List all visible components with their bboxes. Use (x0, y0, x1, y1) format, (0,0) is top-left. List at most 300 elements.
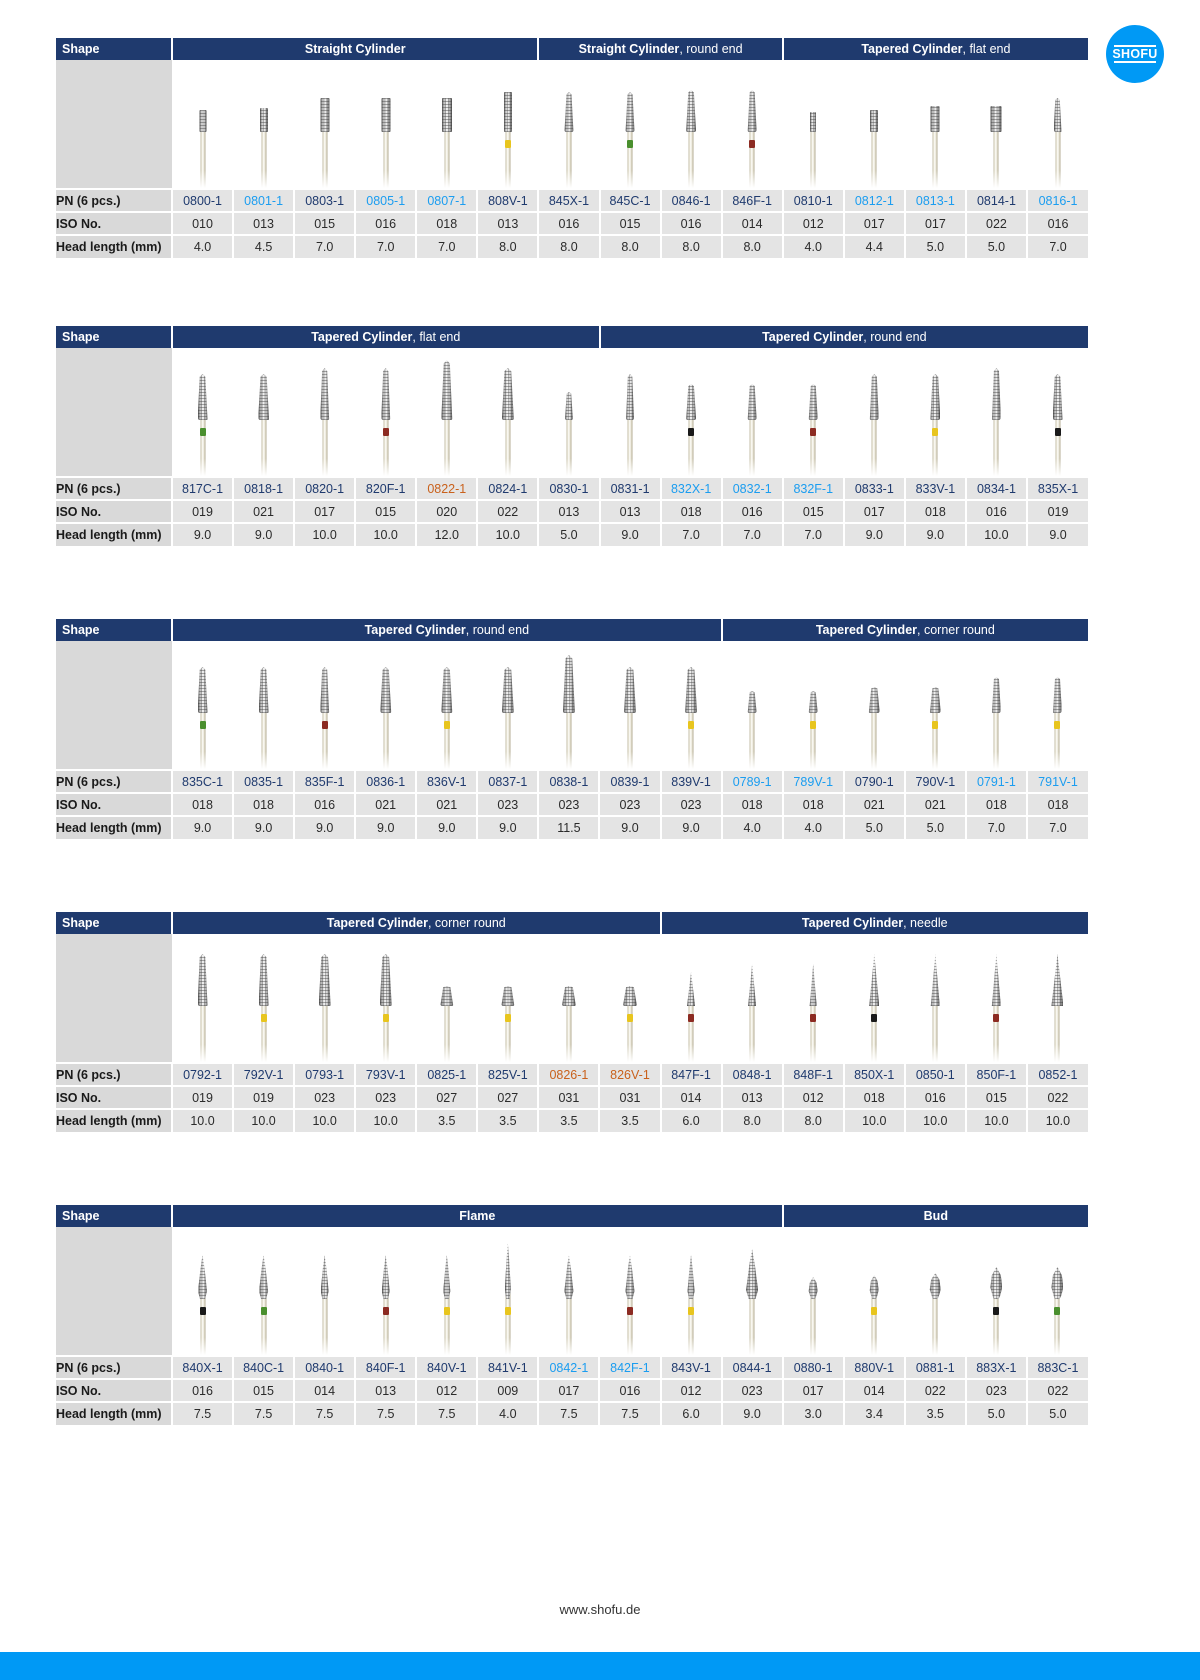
group-header-shape-name: Straight Cylinder (304, 42, 406, 56)
pn-value[interactable]: 850X-1 (844, 1063, 905, 1086)
bur-image-row (56, 641, 1088, 770)
footer-website-url[interactable]: www.shofu.de (559, 1602, 641, 1617)
pn-value[interactable]: 832F-1 (783, 477, 844, 500)
iso-row (56, 793, 1088, 816)
bur-illustration (1045, 60, 1071, 188)
pn-value[interactable]: 0810-1 (783, 189, 844, 212)
bur-image-cell[interactable] (233, 60, 294, 189)
pn-value[interactable]: 0840-1 (294, 1356, 355, 1379)
pn-value[interactable]: 850F-1 (966, 1063, 1027, 1086)
bur-shank (566, 707, 571, 769)
pn-value[interactable]: 0880-1 (783, 1356, 844, 1379)
bur-head (320, 98, 329, 132)
pn-value[interactable]: 0791-1 (966, 770, 1027, 793)
group-header-1 (172, 619, 722, 641)
group-header-shape-name: Flame (459, 1209, 496, 1223)
bur-head (564, 92, 573, 132)
pn-value[interactable]: 0838-1 (538, 770, 599, 793)
row-label: PN (6 pcs.) (56, 477, 172, 500)
row-label: PN (6 pcs.) (56, 189, 172, 212)
iso-row (56, 212, 1088, 235)
pn-row (56, 1063, 1088, 1086)
head-length-value: 3.5 (905, 1402, 966, 1425)
pn-value[interactable]: 880V-1 (844, 1356, 905, 1379)
head-length-value: 10.0 (966, 1109, 1027, 1132)
iso-value: 023 (477, 793, 538, 816)
bur-illustration (861, 60, 887, 188)
iso-value: 015 (966, 1086, 1027, 1109)
bur-image-cell[interactable] (294, 348, 355, 477)
pn-value[interactable]: 842F-1 (599, 1356, 660, 1379)
bur-head (626, 92, 635, 132)
table-4 (56, 912, 1088, 1132)
pn-value[interactable]: 0801-1 (233, 189, 294, 212)
pn-value[interactable]: 845C-1 (600, 189, 661, 212)
pn-value[interactable]: 0805-1 (355, 189, 416, 212)
bur-head (1053, 374, 1063, 420)
bur-image-cell[interactable] (661, 348, 722, 477)
row-label: Head length (mm) (56, 235, 172, 258)
bur-image-cell[interactable] (966, 1227, 1027, 1356)
head-length-value: 8.0 (600, 235, 661, 258)
bur-illustration (251, 934, 277, 1062)
pn-value[interactable]: 0822-1 (416, 477, 477, 500)
bur-image-cell[interactable] (722, 641, 783, 770)
bur-image-cell[interactable] (477, 1227, 538, 1356)
head-length-value: 9.0 (661, 816, 722, 839)
head-length-value: 8.0 (722, 1109, 783, 1132)
bur-head (624, 667, 636, 713)
bur-head (504, 92, 512, 132)
pn-value[interactable]: 843V-1 (661, 1356, 722, 1379)
bur-head (748, 384, 757, 420)
pn-value[interactable]: 840X-1 (172, 1356, 233, 1379)
pn-value[interactable]: 835F-1 (294, 770, 355, 793)
bur-illustration (312, 641, 338, 769)
bur-image-cell[interactable] (538, 641, 599, 770)
pn-value[interactable]: 825V-1 (477, 1063, 538, 1086)
bur-shank (383, 707, 388, 769)
pn-value[interactable]: 835X-1 (1027, 477, 1088, 500)
bur-shank (1055, 1293, 1060, 1355)
iso-value: 016 (355, 212, 416, 235)
bur-image-cell[interactable] (538, 348, 599, 477)
bur-illustration (434, 60, 460, 188)
head-length-value: 9.0 (233, 523, 294, 546)
bur-color-band (871, 1014, 877, 1022)
bur-illustration (434, 641, 460, 769)
bur-image-cell[interactable] (599, 1227, 660, 1356)
pn-value[interactable]: 792V-1 (233, 1063, 294, 1086)
pn-value[interactable]: 0820-1 (294, 477, 355, 500)
bur-head (1054, 98, 1062, 132)
bur-shank (811, 1000, 816, 1062)
pn-value[interactable]: 0881-1 (905, 1356, 966, 1379)
bur-image-cell[interactable] (783, 60, 844, 189)
bur-image-cell[interactable] (905, 60, 966, 189)
bur-color-band (505, 1014, 511, 1022)
bur-image-row (56, 348, 1088, 477)
pn-value[interactable]: 841V-1 (477, 1356, 538, 1379)
iso-value: 018 (233, 793, 294, 816)
bur-head (382, 1255, 390, 1299)
bur-image-cell[interactable] (966, 641, 1027, 770)
pn-value[interactable]: 0825-1 (416, 1063, 477, 1086)
pn-value[interactable]: 0839-1 (599, 770, 660, 793)
bur-image-cell[interactable] (599, 641, 660, 770)
bur-head (809, 691, 818, 713)
bur-shank (1055, 707, 1060, 769)
bur-color-band (993, 1307, 999, 1315)
bur-image-cell[interactable] (783, 1227, 844, 1356)
logo-wordmark: SHOFU (1112, 47, 1158, 61)
bur-image-cell[interactable] (355, 641, 416, 770)
bur-image-cell[interactable] (599, 934, 660, 1063)
bur-shank (444, 707, 449, 769)
pn-value[interactable]: 832X-1 (661, 477, 722, 500)
iso-value: 012 (783, 212, 844, 235)
pn-value[interactable]: 808V-1 (477, 189, 538, 212)
bur-image-cell[interactable] (783, 641, 844, 770)
pn-value[interactable]: 0830-1 (538, 477, 599, 500)
bur-color-band (1054, 721, 1060, 729)
pn-value[interactable]: 0814-1 (966, 189, 1027, 212)
pn-value[interactable]: 848F-1 (783, 1063, 844, 1086)
pn-value[interactable]: 0800-1 (172, 189, 233, 212)
shape-column-spacer (56, 641, 172, 770)
bur-head (687, 972, 695, 1006)
pn-value[interactable]: 0807-1 (416, 189, 477, 212)
iso-value: 013 (600, 500, 661, 523)
iso-value: 017 (783, 1379, 844, 1402)
iso-value: 021 (905, 793, 966, 816)
iso-value: 021 (844, 793, 905, 816)
pn-value[interactable]: 0834-1 (966, 477, 1027, 500)
bur-head (869, 954, 879, 1006)
pn-value[interactable]: 883C-1 (1027, 1356, 1088, 1379)
group-header-2 (722, 619, 1088, 641)
bur-image-cell[interactable] (355, 934, 416, 1063)
bur-color-band (932, 721, 938, 729)
pn-value[interactable]: 847F-1 (661, 1063, 722, 1086)
bur-image-cell[interactable] (233, 348, 294, 477)
bur-shank (689, 1000, 694, 1062)
bur-head (199, 110, 206, 132)
bur-head (992, 368, 1001, 420)
bur-illustration (617, 641, 643, 769)
head-length-value: 7.0 (783, 523, 844, 546)
pn-value[interactable]: 0790-1 (844, 770, 905, 793)
head-length-value: 10.0 (294, 1109, 355, 1132)
bur-image-cell[interactable] (416, 348, 477, 477)
logo-bottom-bar (1114, 61, 1156, 63)
head-length-value: 5.0 (844, 816, 905, 839)
bur-image-cell[interactable] (783, 934, 844, 1063)
bur-illustration (190, 641, 216, 769)
bur-image-cell[interactable] (477, 934, 538, 1063)
pn-value[interactable]: 791V-1 (1027, 770, 1088, 793)
bur-image-cell[interactable] (722, 348, 783, 477)
pn-value[interactable]: 826V-1 (599, 1063, 660, 1086)
bur-shank (322, 414, 327, 476)
bur-image-cell[interactable] (661, 60, 722, 189)
head-length-value: 7.5 (416, 1402, 477, 1425)
iso-value: 014 (844, 1379, 905, 1402)
group-header-shape-variant: , round end (863, 330, 927, 344)
bur-image-cell[interactable] (477, 348, 538, 477)
bur-image-cell[interactable] (905, 934, 966, 1063)
bur-illustration (434, 348, 460, 476)
bur-image-cell[interactable] (905, 348, 966, 477)
bur-shank (689, 707, 694, 769)
bur-illustration (922, 60, 948, 188)
bur-head (992, 677, 1001, 713)
iso-value: 031 (538, 1086, 599, 1109)
pn-value[interactable]: 835C-1 (172, 770, 233, 793)
bur-color-band (444, 1307, 450, 1315)
pn-value[interactable]: 0844-1 (722, 1356, 783, 1379)
bur-image-cell[interactable] (538, 934, 599, 1063)
pn-value[interactable]: 0789-1 (722, 770, 783, 793)
bur-image-cell[interactable] (416, 934, 477, 1063)
pn-value[interactable]: 883X-1 (966, 1356, 1027, 1379)
head-length-value: 5.0 (1027, 1402, 1088, 1425)
iso-value: 031 (599, 1086, 660, 1109)
bur-image-cell[interactable] (722, 60, 783, 189)
bur-head (1051, 1267, 1063, 1299)
bur-image-cell[interactable] (233, 641, 294, 770)
pn-value[interactable]: 840V-1 (416, 1356, 477, 1379)
bur-image-cell[interactable] (844, 934, 905, 1063)
iso-value: 018 (783, 793, 844, 816)
bur-image-cell[interactable] (477, 641, 538, 770)
bur-image-cell[interactable] (661, 1227, 722, 1356)
bur-image-cell[interactable] (172, 934, 233, 1063)
pn-value[interactable]: 0837-1 (477, 770, 538, 793)
bur-image-cell[interactable] (1027, 1227, 1088, 1356)
bur-shank (689, 1293, 694, 1355)
bur-image-cell[interactable] (416, 1227, 477, 1356)
bur-illustration (739, 60, 765, 188)
pn-value[interactable]: 0792-1 (172, 1063, 233, 1086)
bur-image-cell[interactable] (1027, 348, 1088, 477)
iso-value: 014 (722, 212, 783, 235)
bur-shank (750, 1000, 755, 1062)
bur-image-cell[interactable] (355, 60, 416, 189)
group-header-shape-variant: , corner round (917, 623, 995, 637)
pn-value[interactable]: 833V-1 (905, 477, 966, 500)
bur-shank (933, 1293, 938, 1355)
iso-row (56, 1086, 1088, 1109)
bur-image-cell[interactable] (600, 60, 661, 189)
bur-image-cell[interactable] (294, 60, 355, 189)
bur-image-row (56, 934, 1088, 1063)
head-length-value: 7.0 (294, 235, 355, 258)
pn-value[interactable]: 0813-1 (905, 189, 966, 212)
iso-row (56, 1379, 1088, 1402)
bur-image-cell[interactable] (844, 641, 905, 770)
pn-value[interactable]: 820F-1 (355, 477, 416, 500)
pn-value[interactable]: 836V-1 (416, 770, 477, 793)
iso-value: 009 (477, 1379, 538, 1402)
column-header-shape: Shape (56, 912, 172, 934)
group-header-shape-name: Tapered Cylinder (364, 623, 466, 637)
bur-image-cell[interactable] (844, 348, 905, 477)
pn-value[interactable]: 845X-1 (538, 189, 599, 212)
bur-image-cell[interactable] (355, 1227, 416, 1356)
pn-value[interactable]: 0835-1 (233, 770, 294, 793)
bur-image-cell[interactable] (538, 60, 599, 189)
bur-illustration (495, 641, 521, 769)
bur-image-cell[interactable] (1027, 60, 1088, 189)
bur-illustration (739, 1227, 765, 1355)
head-length-value: 7.5 (172, 1402, 233, 1425)
bur-image-cell[interactable] (1027, 641, 1088, 770)
bur-image-cell[interactable] (905, 641, 966, 770)
iso-value: 014 (661, 1086, 722, 1109)
bur-image-cell[interactable] (905, 1227, 966, 1356)
bur-illustration (373, 60, 399, 188)
bur-head (991, 106, 1002, 132)
bur-image-cell[interactable] (661, 641, 722, 770)
pn-value[interactable]: 0852-1 (1027, 1063, 1088, 1086)
bur-shank (628, 414, 633, 476)
bur-image-cell[interactable] (172, 60, 233, 189)
pn-value[interactable]: 0816-1 (1027, 189, 1088, 212)
pn-value[interactable]: 0793-1 (294, 1063, 355, 1086)
bur-illustration (373, 934, 399, 1062)
iso-value: 013 (355, 1379, 416, 1402)
bur-image-cell[interactable] (722, 1227, 783, 1356)
bur-head (931, 106, 940, 132)
bur-color-band (383, 428, 389, 436)
bur-illustration (678, 60, 704, 188)
head-length-value: 7.5 (294, 1402, 355, 1425)
pn-value[interactable]: 0846-1 (661, 189, 722, 212)
pn-value[interactable]: 790V-1 (905, 770, 966, 793)
bur-illustration (1044, 934, 1070, 1062)
bur-image-cell[interactable] (966, 934, 1027, 1063)
bur-shank (200, 1000, 205, 1062)
bur-shank (1055, 126, 1060, 188)
bur-head (198, 954, 208, 1006)
bur-head (380, 667, 391, 713)
iso-value: 012 (661, 1379, 722, 1402)
bur-image-cell[interactable] (844, 1227, 905, 1356)
pn-value[interactable]: 840C-1 (233, 1356, 294, 1379)
pn-value[interactable]: 0850-1 (905, 1063, 966, 1086)
head-length-value: 7.0 (661, 523, 722, 546)
bur-shank (811, 1293, 816, 1355)
bur-image-cell[interactable] (172, 348, 233, 477)
group-header-2 (661, 912, 1088, 934)
bur-image-cell[interactable] (538, 1227, 599, 1356)
head-length-value: 5.0 (905, 235, 966, 258)
iso-value: 015 (783, 500, 844, 523)
bur-color-band (810, 721, 816, 729)
pn-row (56, 189, 1088, 212)
bur-image-cell[interactable] (233, 1227, 294, 1356)
bur-image-cell[interactable] (477, 60, 538, 189)
bur-image-cell[interactable] (416, 641, 477, 770)
bur-image-cell[interactable] (294, 641, 355, 770)
group-header-1 (172, 326, 600, 348)
bur-image-cell[interactable] (966, 348, 1027, 477)
pn-value[interactable]: 0803-1 (294, 189, 355, 212)
bur-shank (872, 414, 877, 476)
iso-value: 012 (783, 1086, 844, 1109)
pn-value[interactable]: 0824-1 (477, 477, 538, 500)
shape-column-spacer (56, 934, 172, 1063)
pn-value[interactable]: 789V-1 (783, 770, 844, 793)
bur-image-row (56, 60, 1088, 189)
head-length-value: 9.0 (599, 816, 660, 839)
bur-image-cell[interactable] (722, 934, 783, 1063)
bur-image-cell[interactable] (416, 60, 477, 189)
pn-value[interactable]: 0836-1 (355, 770, 416, 793)
pn-value[interactable]: 0832-1 (722, 477, 783, 500)
head-length-value: 4.0 (783, 235, 844, 258)
iso-value: 023 (355, 1086, 416, 1109)
pn-value[interactable]: 839V-1 (661, 770, 722, 793)
bur-shank (811, 414, 816, 476)
bur-image-cell[interactable] (661, 934, 722, 1063)
head-length-value: 3.5 (538, 1109, 599, 1132)
pn-value[interactable]: 817C-1 (172, 477, 233, 500)
head-length-value: 7.0 (1027, 235, 1088, 258)
iso-value: 018 (966, 793, 1027, 816)
bur-image-cell[interactable] (294, 1227, 355, 1356)
iso-value: 023 (722, 1379, 783, 1402)
bur-color-band (810, 428, 816, 436)
bur-image-cell[interactable] (233, 934, 294, 1063)
pn-value[interactable]: 840F-1 (355, 1356, 416, 1379)
bur-shank (383, 126, 388, 188)
pn-value[interactable]: 0831-1 (600, 477, 661, 500)
bur-shank (261, 707, 266, 769)
bur-image-cell[interactable] (1027, 934, 1088, 1063)
bur-image-cell[interactable] (172, 641, 233, 770)
pn-value[interactable]: 0833-1 (844, 477, 905, 500)
bur-image-cell[interactable] (294, 934, 355, 1063)
bur-image-cell[interactable] (600, 348, 661, 477)
bur-image-cell[interactable] (783, 348, 844, 477)
bur-image-cell[interactable] (172, 1227, 233, 1356)
bur-image-cell[interactable] (844, 60, 905, 189)
pn-value[interactable]: 0826-1 (538, 1063, 599, 1086)
pn-value[interactable]: 0848-1 (722, 1063, 783, 1086)
bur-color-band (261, 1014, 267, 1022)
pn-value[interactable]: 0812-1 (844, 189, 905, 212)
group-header-3 (783, 38, 1088, 60)
bur-illustration (678, 1227, 704, 1355)
bur-shank (566, 414, 571, 476)
bur-shank (994, 1293, 999, 1355)
pn-value[interactable]: 0818-1 (233, 477, 294, 500)
iso-value: 023 (661, 793, 722, 816)
pn-value[interactable]: 0842-1 (538, 1356, 599, 1379)
bur-table-section (56, 619, 1088, 839)
bur-color-band (871, 1307, 877, 1315)
iso-value: 027 (477, 1086, 538, 1109)
bur-shank (261, 1293, 266, 1355)
bur-image-cell[interactable] (966, 60, 1027, 189)
bur-shank (200, 707, 205, 769)
bur-image-cell[interactable] (355, 348, 416, 477)
pn-value[interactable]: 846F-1 (722, 189, 783, 212)
pn-value[interactable]: 793V-1 (355, 1063, 416, 1086)
head-length-value: 10.0 (844, 1109, 905, 1132)
